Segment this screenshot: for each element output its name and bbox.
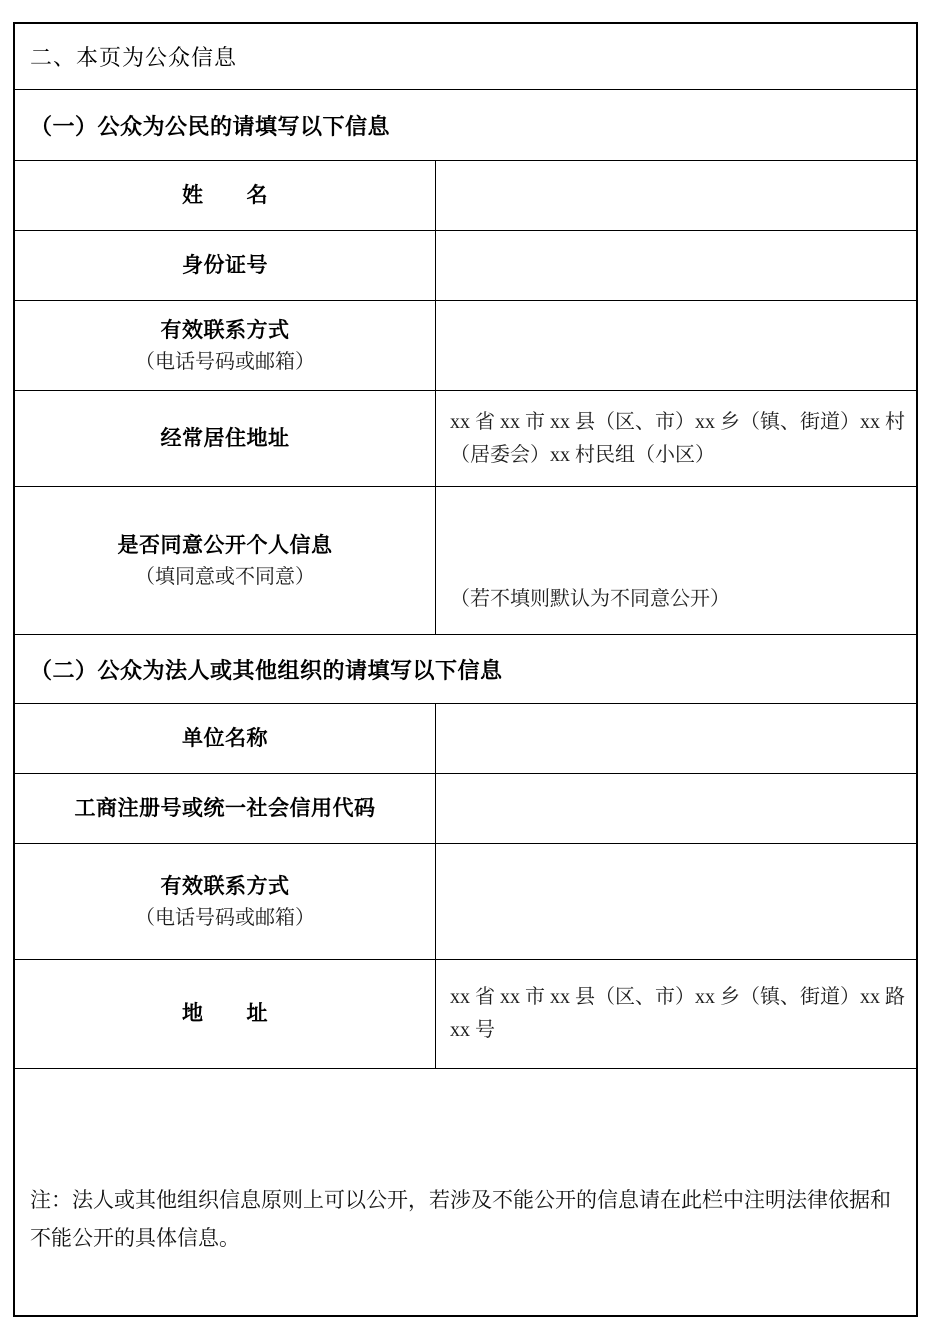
consent-sublabel: （填同意或不同意） <box>135 565 315 588</box>
citizen-contact-label: 有效联系方式 <box>160 318 290 342</box>
name-input-cell[interactable] <box>436 161 916 230</box>
consent-label: 是否同意公开个人信息 <box>117 533 333 557</box>
credit-code-label: 工商注册号或统一社会信用代码 <box>74 796 376 820</box>
residence-address-label-cell <box>15 391 436 486</box>
citizen-contact-label-cell <box>15 301 436 390</box>
consent-row <box>15 487 916 635</box>
name-value[interactable] <box>436 190 916 202</box>
org-contact-label-cell <box>15 844 436 959</box>
citizen-contact-input-cell[interactable] <box>436 301 916 390</box>
id-number-row <box>15 231 916 301</box>
org-contact-row <box>15 844 916 960</box>
name-label: 姓 名 <box>182 183 268 207</box>
citizen-contact-sublabel: （电话号码或邮箱） <box>135 350 315 373</box>
org-contact-value[interactable] <box>436 896 916 908</box>
org-address-input-cell[interactable] <box>436 960 916 1068</box>
org-name-input-cell[interactable] <box>436 704 916 773</box>
org-address-row <box>15 960 916 1069</box>
citizen-contact-row <box>15 301 916 391</box>
residence-address-input-cell[interactable] <box>436 391 916 486</box>
credit-code-row <box>15 774 916 844</box>
org-name-row <box>15 704 916 774</box>
org-name-label-cell <box>15 704 436 773</box>
footnote-text: 注：法人或其他组织信息原则上可以公开，若涉及不能公开的信息请在此栏中注明法律依据和不能公开的具体信息。 <box>30 1188 891 1250</box>
id-number-label-cell <box>15 231 436 300</box>
section1-title-row <box>15 24 916 90</box>
org-address-label: 地 址 <box>182 1002 268 1025</box>
section1-title: 二、本页为公众信息 <box>30 45 238 70</box>
credit-code-label-cell <box>15 774 436 843</box>
residence-address-label: 经常居住地址 <box>160 426 290 450</box>
residence-address-row <box>15 391 916 487</box>
org-address-value[interactable]: xx 省 xx 市 xx 县（区、市）xx 乡（镇、街道）xx 路 xx 号 <box>450 986 905 1041</box>
consent-default-hint: （若不填则默认为不同意公开） <box>450 588 730 610</box>
public-info-form-table <box>13 22 918 1317</box>
consent-input-cell[interactable] <box>436 487 916 634</box>
org-name-label: 单位名称 <box>182 726 268 750</box>
residence-address-value[interactable]: xx 省 xx 市 xx 县（区、市）xx 乡（镇、街道）xx 村（居委会）xx 村民组（小区） <box>450 410 905 466</box>
section2-subtitle: （二）公众为法人或其他组织的请填写以下信息 <box>30 657 503 683</box>
org-contact-input-cell[interactable] <box>436 844 916 959</box>
credit-code-value[interactable] <box>436 803 916 815</box>
org-name-value[interactable] <box>436 733 916 745</box>
legal-basis-row <box>15 1069 916 1315</box>
id-number-value[interactable] <box>436 260 916 272</box>
citizen-contact-value[interactable] <box>436 340 916 352</box>
name-label-cell <box>15 161 436 230</box>
org-address-label-cell <box>15 960 436 1068</box>
id-number-input-cell[interactable] <box>436 231 916 300</box>
credit-code-input-cell[interactable] <box>436 774 916 843</box>
id-number-label: 身份证号 <box>182 253 268 277</box>
section1-subtitle-row <box>15 90 916 161</box>
org-contact-sublabel: （电话号码或邮箱） <box>135 906 315 929</box>
section2-subtitle-row <box>15 635 916 704</box>
section1-subtitle: （一）公众为公民的请填写以下信息 <box>30 113 391 139</box>
name-row <box>15 161 916 231</box>
org-contact-label: 有效联系方式 <box>160 874 290 898</box>
legal-basis-input-cell[interactable] <box>15 1069 916 1315</box>
consent-label-cell <box>15 487 436 634</box>
